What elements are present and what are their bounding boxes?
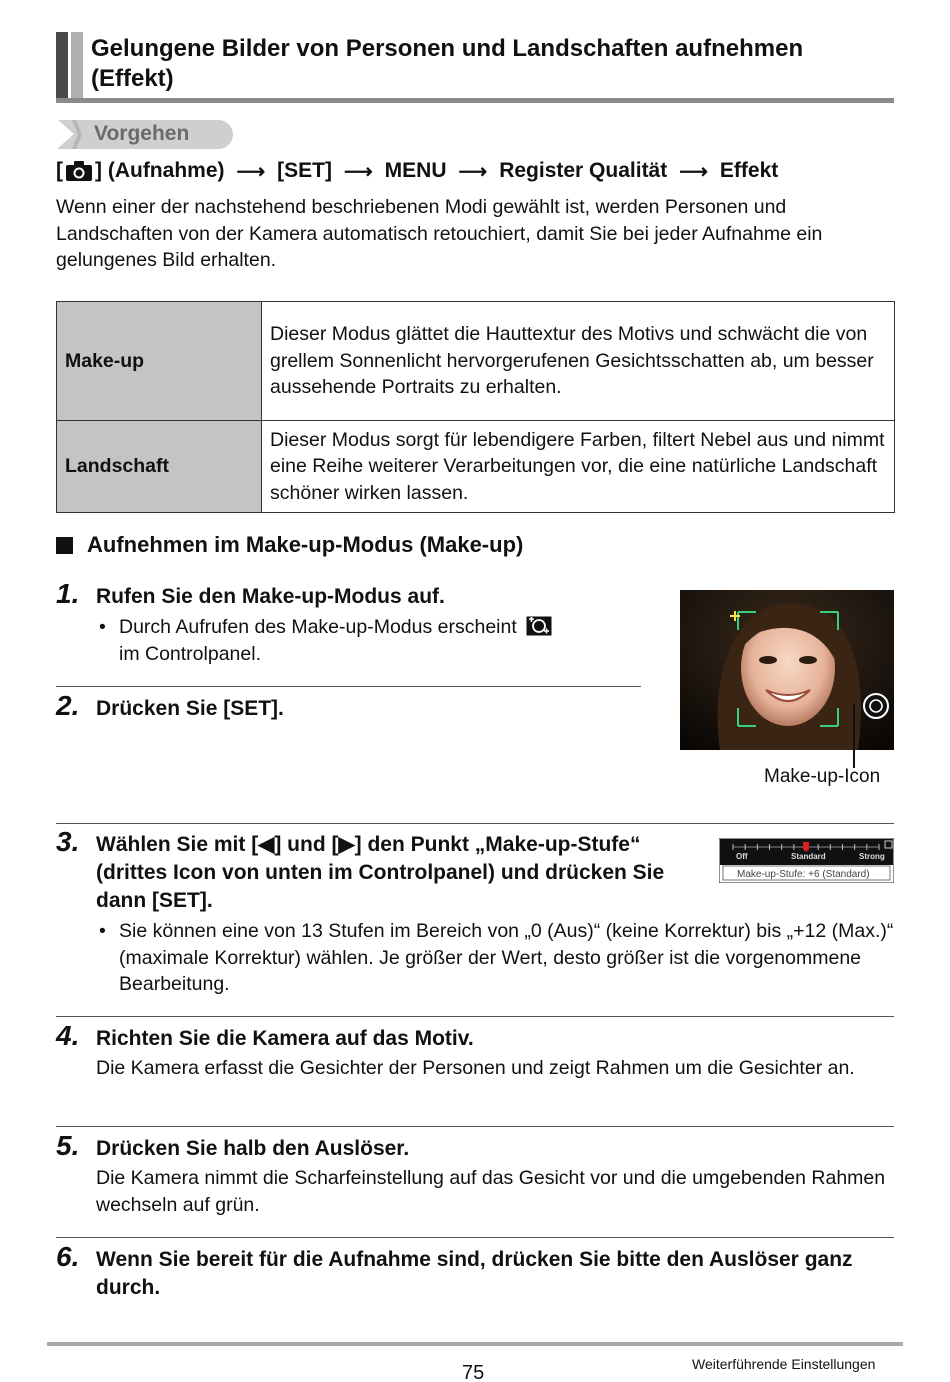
mode-description: Dieser Modus glättet die Hauttextur des Motivs und schwächt die von grellem Sonnenlicht hervorgerufenen Gesichtsschatten ab, um besser aussehende Portraits zu erhalten. [262,302,895,421]
square-bullet-icon [56,537,73,554]
portrait-photo [680,590,894,750]
step-divider [56,1016,894,1017]
right-arrow-icon: ⟶ [458,160,488,183]
step-bullet-text-cont: im Controlpanel. [119,642,261,665]
camera-icon [65,160,93,182]
footer-section-name: Weiterführende Einstellungen [692,1356,876,1372]
mode-name: Landschaft [57,421,262,513]
bullet-icon: • [99,616,106,638]
title-underline [56,98,894,103]
step-heading: Wenn Sie bereit für die Aufnahme sind, drücken Sie bitte den Auslöser ganz durch. [96,1248,853,1299]
procedure-badge [58,120,233,149]
path-step-2: MENU [384,159,447,182]
step-bullet-text: Sie können eine von 13 Stufen im Bereich von „0 (Aus)“ (keine Korrektur) bis „+12 (Max.)“ (maximale Korrektur) wählen. Je größer der Wert, desto größer ist die vorgenommene Bearbeitung. [119,920,894,995]
path-mode: ] (Aufnahme) [95,159,225,182]
badge-notch [58,120,74,148]
step-divider [56,1126,894,1127]
intro-paragraph: Wenn einer der nachstehend beschriebenen Modi gewählt ist, werden Personen und Landschaften von der Kamera automatisch retouchiert, damit Sie bei jeder Aufnahme ein gelungenes Bild erhalten. [56,196,823,271]
path-step-4: Effekt [719,159,779,182]
table-row [57,421,895,513]
table-row [57,302,895,421]
photo-caption: Make-up-Icon [764,766,881,787]
step-number: 2. [56,690,80,721]
right-arrow-icon: ⟶ [236,160,266,183]
mode-name: Make-up [57,302,262,421]
makeup-level-slider [719,838,894,883]
path-step-1: [SET] [277,159,332,182]
step-number: 6. [56,1241,80,1272]
right-arrow-icon: ⟶ [679,160,708,183]
slider-status: Make-up-Stufe: +6 (Standard) [737,869,870,880]
page-title: Gelungene Bilder von Personen und Landschaften aufnehmen (Effekt) [91,35,804,92]
step-heading: Drücken Sie halb den Auslöser. [96,1137,410,1160]
step-body: Die Kamera nimmt die Scharfeinstellung auf das Gesicht vor und die umgebenden Rahmen wechseln auf grün. [96,1167,886,1216]
bullet-icon: • [99,920,106,942]
path-step-3: Register Qualität [499,159,668,182]
menu-path [56,157,778,185]
step-heading: Rufen Sie den Make-up-Modus auf. [96,585,445,608]
step-body: Die Kamera erfasst die Gesichter der Personen und zeigt Rahmen um die Gesichter an. [96,1057,855,1079]
step-number: 5. [56,1130,80,1161]
section-heading [56,532,523,558]
path-open-bracket: [ [56,159,63,182]
step-number: 3. [56,826,80,857]
makeup-icon [526,616,552,636]
step-heading: Drücken Sie [SET]. [96,697,284,720]
step-bullet-text: Durch Aufrufen des Make-up-Modus erscheint [119,616,517,638]
step-number: 1. [56,578,80,609]
page-number: 75 [462,1362,485,1382]
title-accent-light [71,32,83,102]
title-bar [56,32,894,102]
procedure-label: Vorgehen [94,122,190,145]
step-divider [56,823,894,824]
step-heading: Wählen Sie mit [◀] und [▶] den Punkt „Make-up-Stufe“ (drittes Icon von unten im Controlpanel) und drücken Sie dann [SET]. [96,833,665,912]
slider-graphic [719,838,894,883]
title-accent-dark [56,32,68,102]
footer-rule [47,1342,903,1346]
section-heading-text: Aufnehmen im Make-up-Modus (Make-up) [87,532,524,557]
step-heading: Richten Sie die Kamera auf das Motiv. [96,1027,474,1050]
step-divider [56,686,641,687]
caption-pointer [853,704,855,768]
slider-mid-label: Standard [791,852,826,861]
step-number: 4. [56,1020,80,1051]
step-divider [56,1237,894,1238]
step-bullet [99,614,639,667]
step-bullet [99,918,894,998]
right-arrow-icon: ⟶ [344,160,373,183]
slider-right-label: Strong [859,852,885,861]
modes-table [56,301,895,513]
mode-description: Dieser Modus sorgt für lebendigere Farben, filtert Nebel aus und nimmt eine Reihe weiterer Verarbeitungen vor, die eine natürliche Landschaft schöner wirken lassen. [262,421,895,513]
slider-left-label: Off [736,852,748,861]
